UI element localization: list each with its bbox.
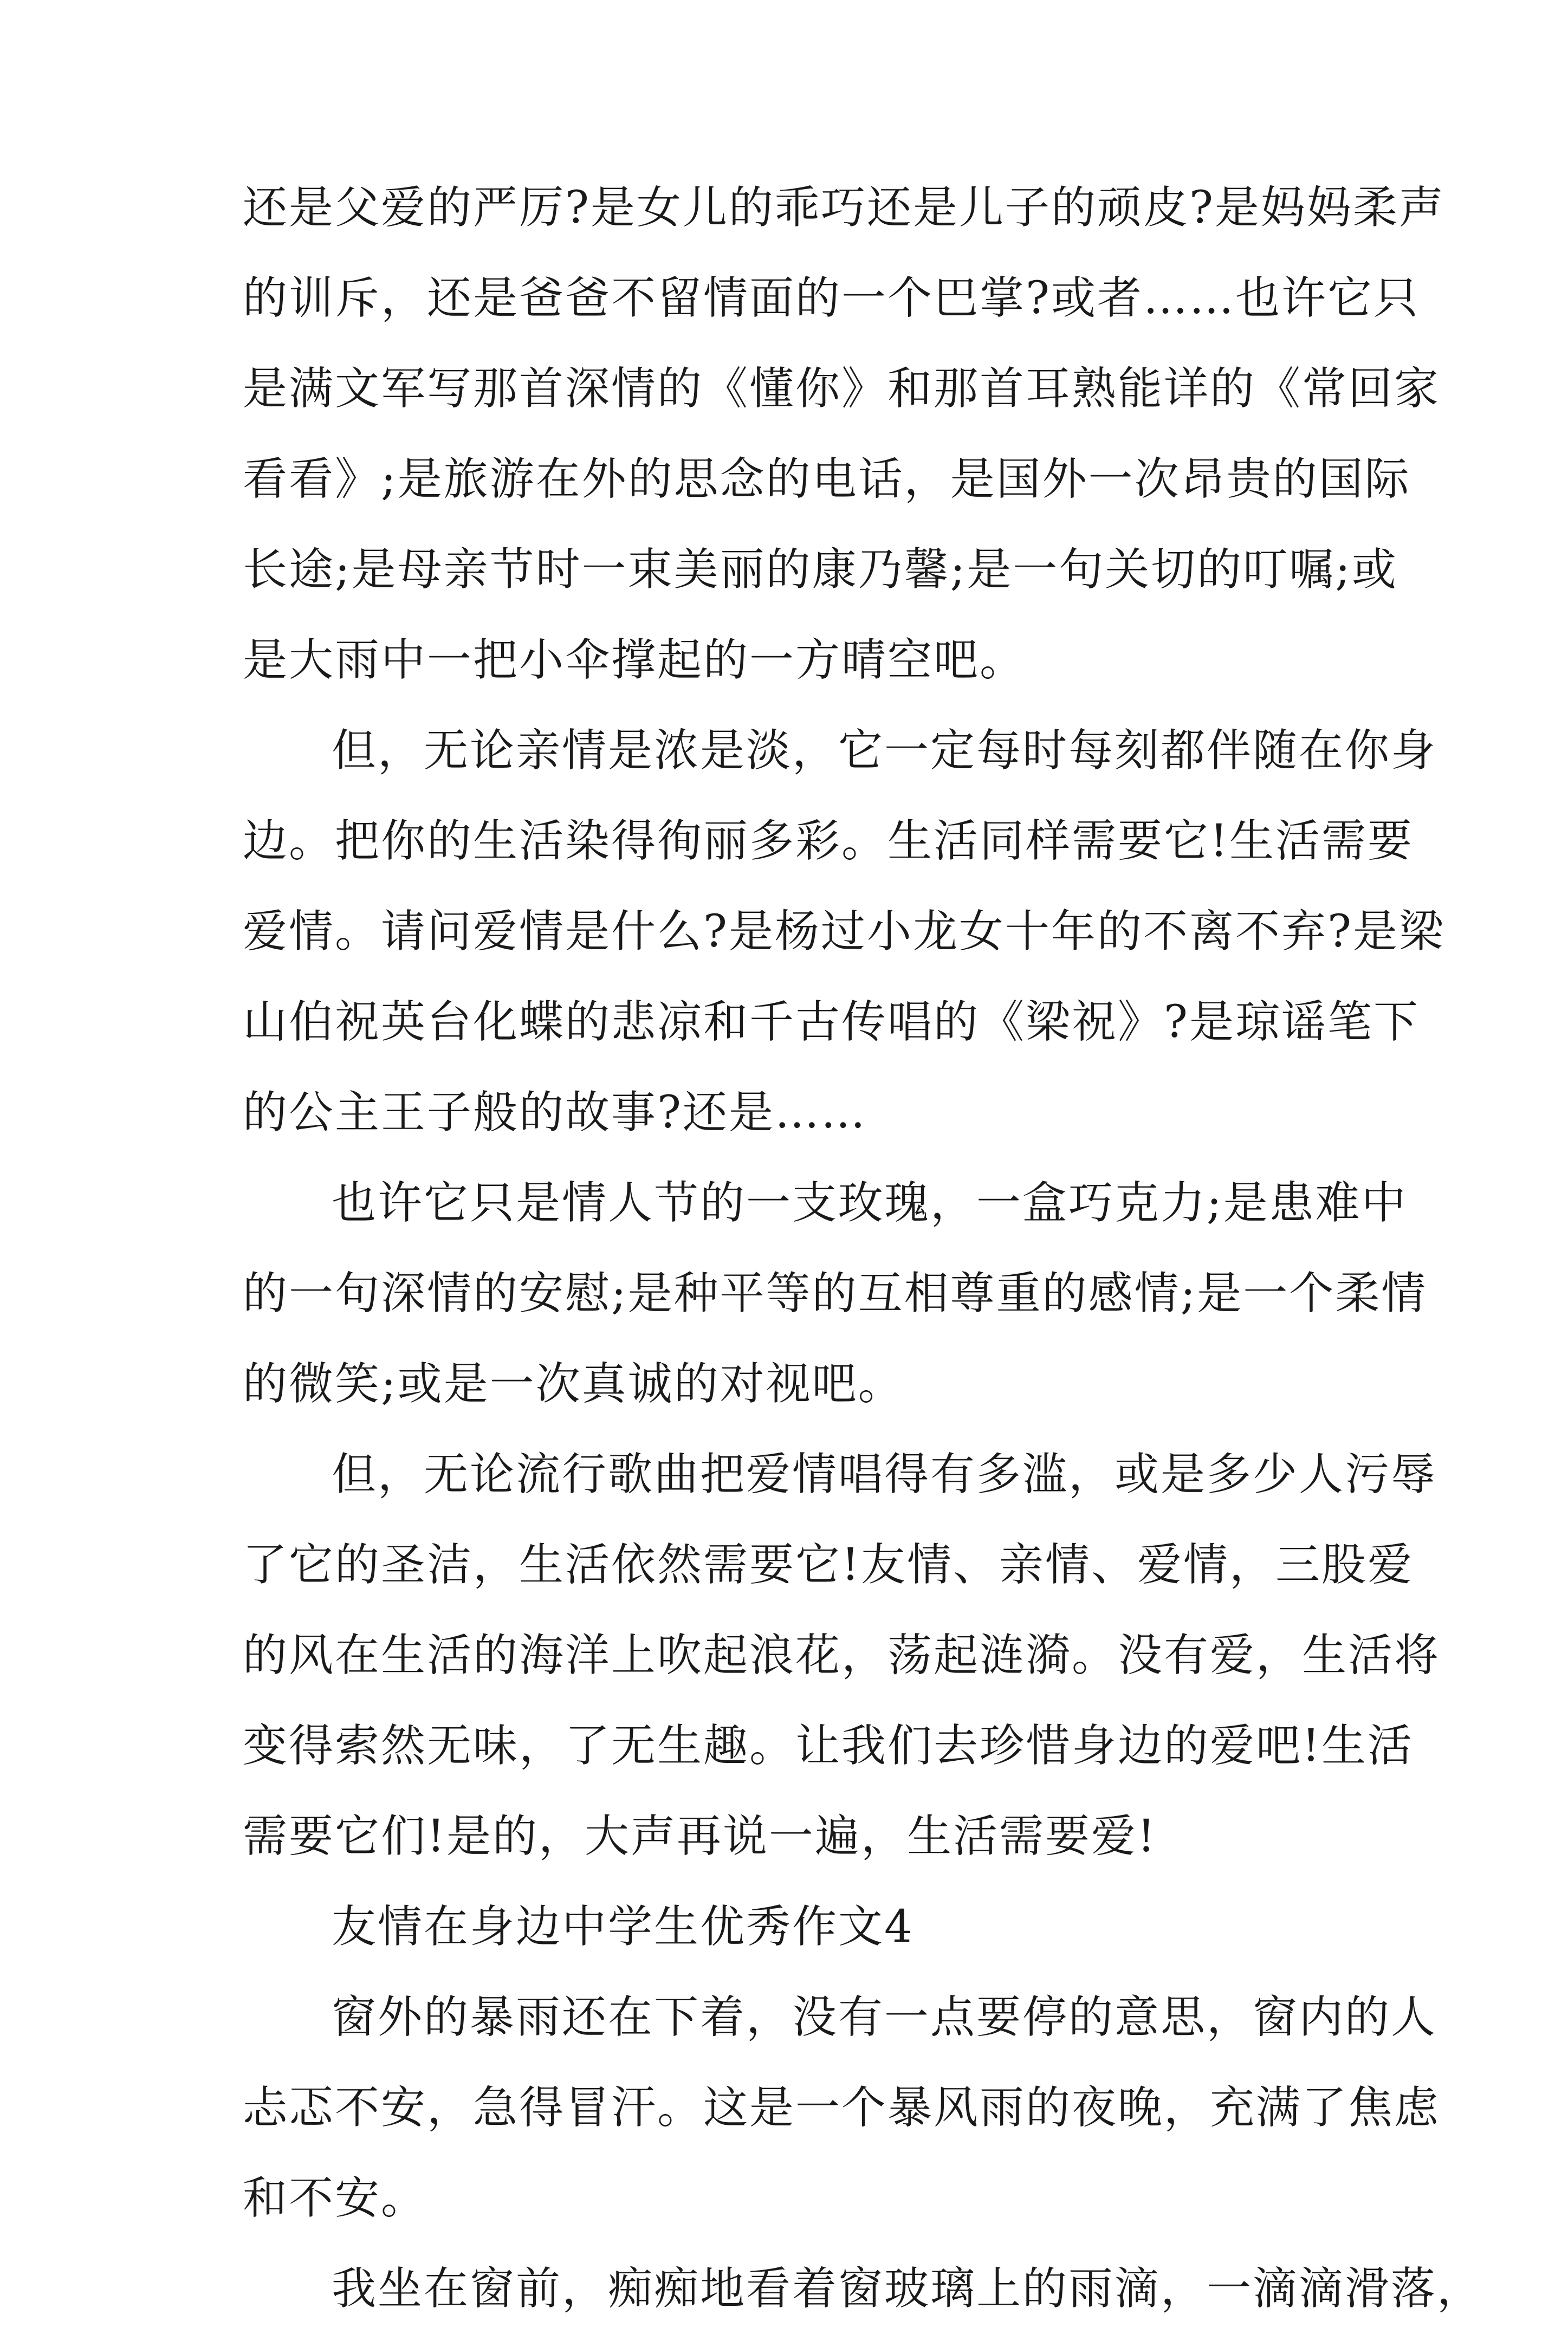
text-line: 需要它们!是的，大声再说一遍，生活需要爱! (243, 1811, 1157, 1862)
text-line: 爱情。请问爱情是什么?是杨过小龙女十年的不离不弃?是梁 (243, 906, 1445, 957)
text-line: 忐忑不安，急得冒汗。这是一个暴风雨的夜晚，充满了焦虑 (243, 2082, 1441, 2134)
text-line: 是满文军写那首深情的《懂你》和那首耳熟能详的《常回家 (243, 363, 1441, 414)
text-line: 我坐在窗前，痴痴地看着窗玻璃上的雨滴，一滴滴滑落， (332, 2263, 1483, 2314)
text-line: 边。把你的生活染得徇丽多彩。生活同样需要它!生活需要 (243, 815, 1414, 867)
text-line: 的训斥，还是爸爸不留情面的一个巴掌?或者……也许它只 (243, 273, 1420, 324)
text-line: 的风在生活的海洋上吹起浪花，荡起涟漪。没有爱，生活将 (243, 1630, 1441, 1681)
text-line: 但，无论流行歌曲把爱情唱得有多滥，或是多少人污辱 (332, 1449, 1437, 1500)
text-line: 的公主王子般的故事?还是…… (243, 1087, 867, 1138)
text-line: 也许它只是情人节的一支玫瑰，一盒巧克力;是患难中 (332, 1177, 1408, 1229)
text-line: 了它的圣洁，生活依然需要它!友情、亲情、爱情，三股爱 (243, 1539, 1414, 1591)
text-line: 和不安。 (243, 2173, 427, 2224)
text-line: 变得索然无味，了无生趣。让我们去珍惜身边的爱吧!生活 (243, 1720, 1414, 1772)
text-line: 友情在身边中学生优秀作文4 (332, 1901, 915, 1953)
document-body (243, 163, 1483, 2334)
text-line: 的一句深情的安慰;是种平等的互相尊重的感情;是一个柔情 (243, 1268, 1428, 1319)
text-line: 但，无论亲情是浓是淡，它一定每时每刻都伴随在你身 (332, 725, 1437, 776)
text-line: 看看》;是旅游在外的思念的电话，是国外一次昂贵的国际 (243, 453, 1411, 505)
text-line: 的微笑;或是一次真诚的对视吧。 (243, 1358, 904, 1410)
text-line: 山伯祝英台化蝶的悲凉和千古传唱的《梁祝》?是琼谣笔下 (243, 996, 1420, 1048)
text-line: 是大雨中一把小伞撑起的一方晴空吧。 (243, 634, 1026, 686)
text-line: 窗外的暴雨还在下着，没有一点要停的意思，窗内的人 (332, 1992, 1437, 2043)
text-line: 还是父爱的严厉?是女儿的乖巧还是儿子的顽皮?是妈妈柔声 (243, 182, 1445, 234)
text-line: 长途;是母亲节时一束美丽的康乃馨;是一句关切的叮嘱;或 (243, 544, 1398, 595)
